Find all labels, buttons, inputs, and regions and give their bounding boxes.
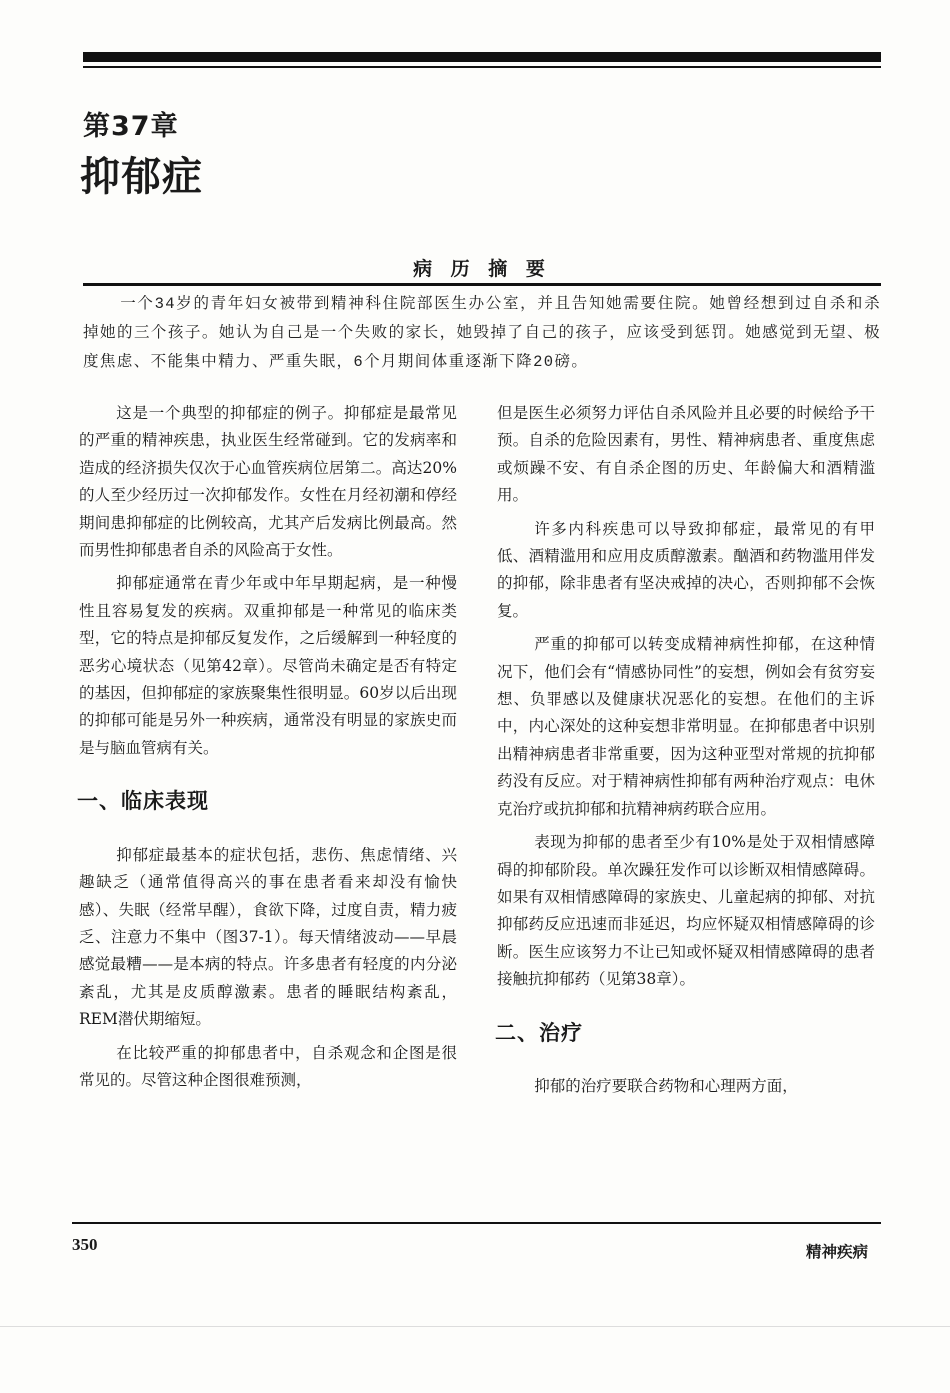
body-paragraph: 表现为抑郁的患者至少有10%是处于双相情感障碍的抑郁阶段。单次躁狂发作可以诊断双相情感障碍。如果有双相情感障碍的家族史、儿童起病的抑郁、对抗抑郁药反应迅速而非延迟，均应怀疑双相情感障碍的诊断。医生应该努力不让已知或怀疑双相情感障碍的患者接触抗抑郁药（见第38章）。 <box>497 833 875 989</box>
body-paragraph-continued: 但是医生必须努力评估自杀风险并且必要的时候给予干预。自杀的危险因素有，男性、精神病患者、重度焦虑或烦躁不安、有自杀企图的历史、年龄偏大和酒精滥用。 <box>497 404 875 505</box>
section-heading-clinical: 一、临床表现 <box>77 789 209 814</box>
body-paragraph: 抑郁症最基本的症状包括，悲伤、焦虑情绪、兴趣缺乏（通常值得高兴的事在患者看来却没有愉快感）、失眠（经常早醒），食欲下降，过度自责，精力疲乏、注意力不集中（图37-1）。每天情绪波动——早晨感觉最糟——是本病的特点。许多患者有轻度的内分泌紊乱，尤其是皮质醇激素。患者的睡眠结构紊乱，REM潜伏期缩短。 <box>79 845 457 1029</box>
body-paragraph: 许多内科疾患可以导致抑郁症，最常见的有甲低、酒精滥用和应用皮质醇激素。酗酒和药物滥用伴发的抑郁，除非患者有坚决戒掉的决心，否则抑郁不会恢复。 <box>497 519 875 620</box>
footer-rule <box>72 1222 881 1224</box>
chapter-number: 第37章 <box>83 111 179 142</box>
header-thick-rule <box>83 52 881 62</box>
scan-edge-line <box>0 1326 950 1327</box>
chapter-title: 抑郁症 <box>80 154 203 200</box>
body-paragraph: 严重的抑郁可以转变成精神病性抑郁，在这种情况下，他们会有“情感协同性”的妄想，例如会有贫穷妄想、负罪感以及健康状况恶化的妄想。在他们的主诉中，内心深处的这种妄想非常明显。在抑郁患者中识别出精神病患者非常重要，因为这种亚型对常规的抗抑郁药没有反应。对于精神病性抑郁有两种治疗观点：电休克治疗或抗抑郁和抗精神病药联合应用。 <box>497 635 875 818</box>
page-number: 350 <box>72 1235 98 1254</box>
body-paragraph: 抑郁症通常在青少年或中年早期起病，是一种慢性且容易复发的疾病。双重抑郁是一种常见的临床类型，它的特点是抑郁反复发作，之后缓解到一种轻度的恶劣心境状态（见第42章）。尽管尚未确定是否有特定的基因，但抑郁症的家族聚集性很明显。60岁以后出现的抑郁可能是另外一种疾病，通常没有明显的家族史而是与脑血管病有关。 <box>79 574 457 757</box>
body-paragraph: 这是一个典型的抑郁症的例子。抑郁症是最常见的严重的精神疾患，执业医生经常碰到。它的发病率和造成的经济损失仅次于心血管疾病位居第二。高达20%的人至少经历过一次抑郁发作。女性在月经初潮和停经期间患抑郁症的比例较高，尤其产后发病比例最高。然而男性抑郁患者自杀的风险高于女性。 <box>79 404 457 560</box>
left-column <box>79 400 457 1100</box>
case-summary-box <box>83 290 881 377</box>
right-column <box>497 400 875 1106</box>
case-summary-rule <box>83 283 881 286</box>
header-thin-rule <box>83 66 881 68</box>
body-paragraph: 抑郁的治疗要联合药物和心理两方面， <box>534 1076 798 1095</box>
case-summary-text: 一个34岁的青年妇女被带到精神科住院部医生办公室，并且告知她需要住院。她曾经想到过自杀和杀掉她的三个孩子。她认为自己是一个失败的家长，她毁掉了自己的孩子，应该受到惩罚。她感觉到无望、极度焦虑、不能集中精力、严重失眠，6个月期间体重逐渐下降20磅。 <box>83 295 881 371</box>
section-heading-treatment: 二、治疗 <box>495 1020 583 1045</box>
running-footer-title: 精神疾病 <box>805 1243 868 1261</box>
body-paragraph: 在比较严重的抑郁患者中，自杀观念和企图是很常见的。尽管这种企图很难预测， <box>79 1043 457 1089</box>
case-summary-heading: 病 历 摘 要 <box>413 258 551 280</box>
